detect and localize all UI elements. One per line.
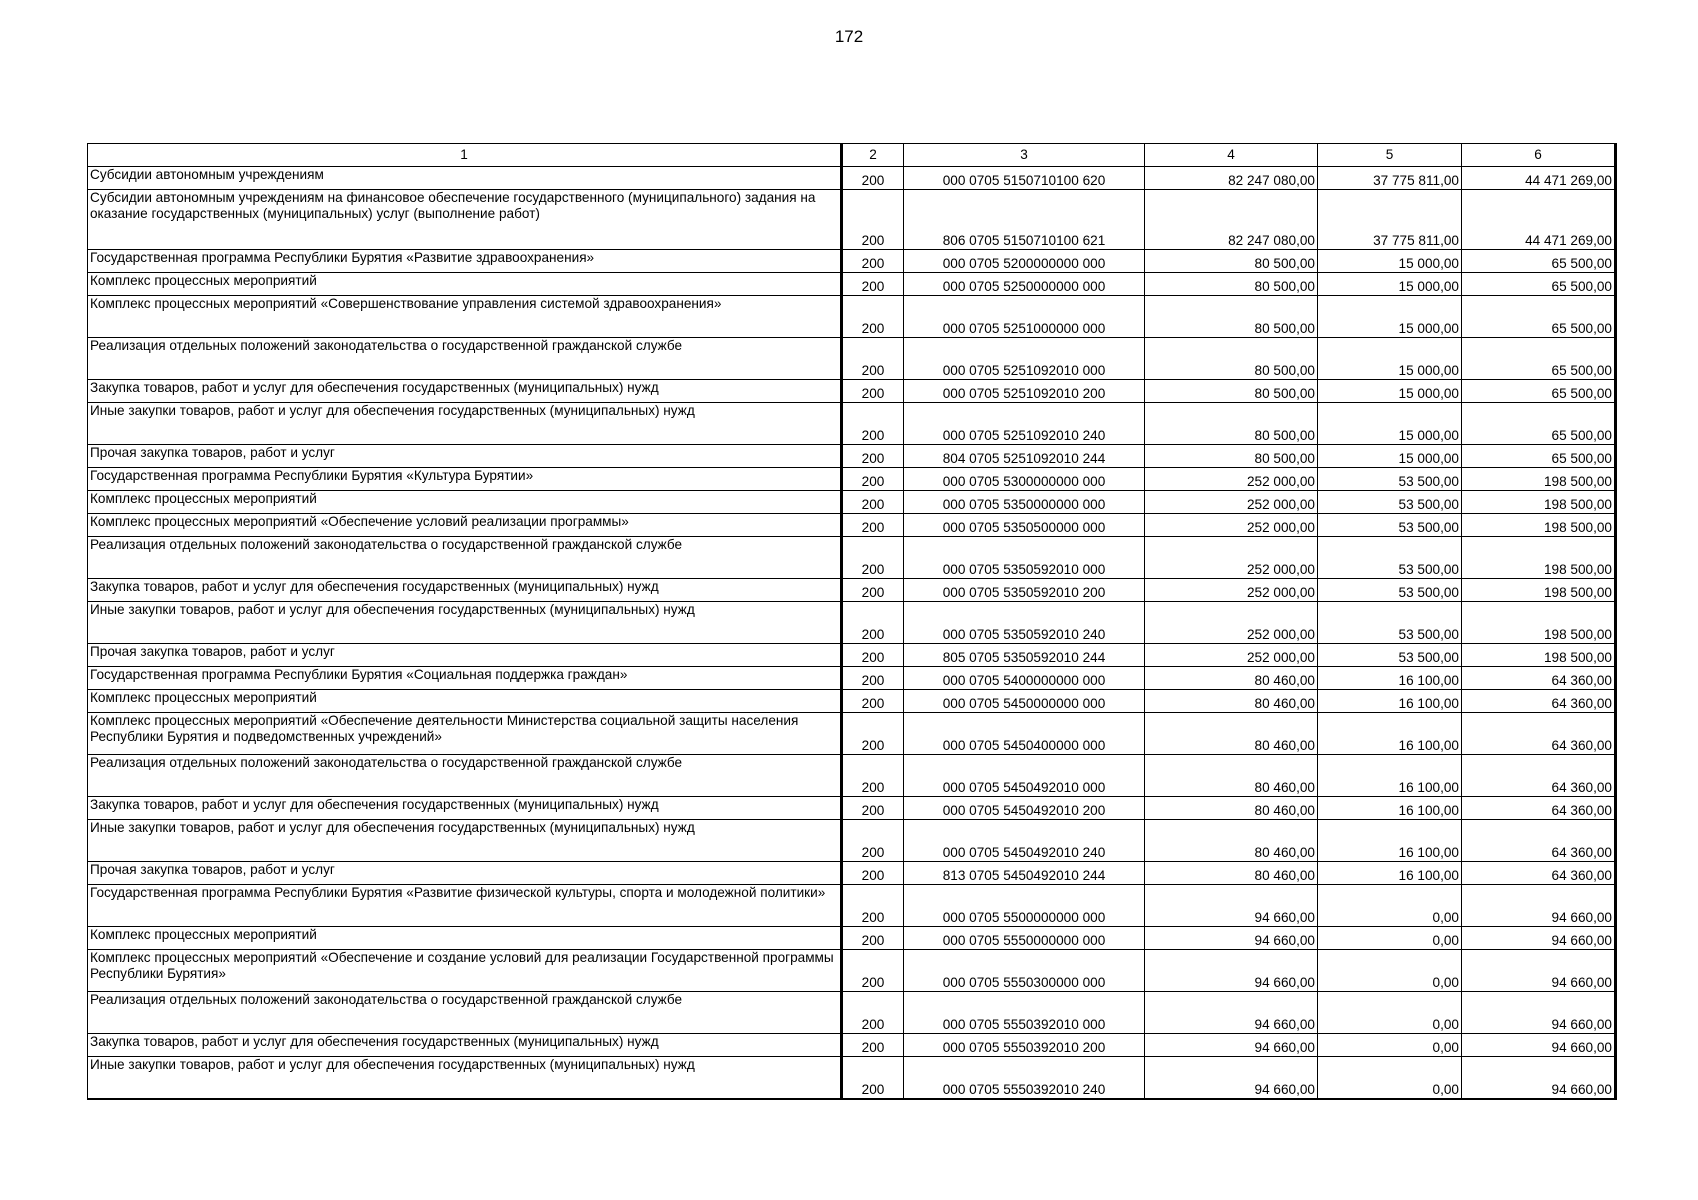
table-row: [88, 602, 1616, 644]
row-col4-cell: 80 460,00: [1145, 690, 1318, 713]
row-col2-cell: 200: [842, 514, 904, 537]
row-code-cell: 000 0705 5550300000 000: [904, 950, 1145, 992]
row-col5-cell: 0,00: [1318, 1057, 1462, 1099]
row-name-cell: Государственная программа Республики Бурятия «Культура Бурятии»: [88, 468, 842, 491]
row-code-cell: 813 0705 5450492010 244: [904, 862, 1145, 885]
row-code-cell: 804 0705 5251092010 244: [904, 445, 1145, 468]
row-col6-cell: 64 360,00: [1462, 667, 1616, 690]
row-col2-cell: 200: [842, 468, 904, 491]
row-name-cell: Иные закупки товаров, работ и услуг для обеспечения государственных (муниципальных) нужд: [88, 602, 842, 644]
row-col4-cell: 80 500,00: [1145, 380, 1318, 403]
budget-table: [87, 143, 1617, 1100]
table-row: [88, 1034, 1616, 1057]
row-col6-cell: 44 471 269,00: [1462, 167, 1616, 190]
row-code-cell: 000 0705 5251000000 000: [904, 296, 1145, 338]
row-col4-cell: 94 660,00: [1145, 885, 1318, 927]
row-col5-cell: 16 100,00: [1318, 820, 1462, 862]
row-code-cell: 000 0705 5150710100 620: [904, 167, 1145, 190]
row-col6-cell: 64 360,00: [1462, 713, 1616, 755]
table-row: [88, 755, 1616, 797]
row-name-cell: Комплекс процессных мероприятий «Обеспечение деятельности Министерства социальной защиты населения Республики Бурятия и подведомственных учреждений»: [88, 713, 842, 755]
row-code-cell: 000 0705 5251092010 200: [904, 380, 1145, 403]
row-name-cell: Прочая закупка товаров, работ и услуг: [88, 445, 842, 468]
page-number: 172: [834, 27, 864, 46]
row-name-cell: Комплекс процессных мероприятий: [88, 690, 842, 713]
row-name-cell: Реализация отдельных положений законодательства о государственной гражданской службе: [88, 992, 842, 1034]
row-code-cell: 000 0705 5250000000 000: [904, 273, 1145, 296]
row-col6-cell: 65 500,00: [1462, 403, 1616, 445]
row-code-cell: 000 0705 5450492010 000: [904, 755, 1145, 797]
row-col4-cell: 94 660,00: [1145, 992, 1318, 1034]
row-code-cell: 000 0705 5550392010 240: [904, 1057, 1145, 1099]
row-col6-cell: 198 500,00: [1462, 644, 1616, 667]
row-name-cell: Прочая закупка товаров, работ и услуг: [88, 862, 842, 885]
column-header-1: 1: [88, 144, 842, 167]
row-col4-cell: 80 500,00: [1145, 273, 1318, 296]
row-code-cell: 000 0705 5550392010 200: [904, 1034, 1145, 1057]
table-row: [88, 927, 1616, 950]
row-name-cell: Иные закупки товаров, работ и услуг для обеспечения государственных (муниципальных) нужд: [88, 403, 842, 445]
table-row: [88, 296, 1616, 338]
row-code-cell: 000 0705 5350500000 000: [904, 514, 1145, 537]
row-code-cell: 000 0705 5350592010 240: [904, 602, 1145, 644]
row-col5-cell: 16 100,00: [1318, 755, 1462, 797]
row-name-cell: Реализация отдельных положений законодательства о государственной гражданской службе: [88, 755, 842, 797]
row-name-cell: Комплекс процессных мероприятий: [88, 273, 842, 296]
row-col4-cell: 80 460,00: [1145, 797, 1318, 820]
row-col2-cell: 200: [842, 167, 904, 190]
row-col6-cell: 65 500,00: [1462, 296, 1616, 338]
row-col6-cell: 94 660,00: [1462, 927, 1616, 950]
row-name-cell: Государственная программа Республики Бурятия «Развитие здравоохранения»: [88, 250, 842, 273]
row-col2-cell: 200: [842, 927, 904, 950]
row-col5-cell: 0,00: [1318, 885, 1462, 927]
row-col2-cell: 200: [842, 190, 904, 250]
row-code-cell: 000 0705 5550000000 000: [904, 927, 1145, 950]
row-col4-cell: 252 000,00: [1145, 514, 1318, 537]
row-col2-cell: 200: [842, 1034, 904, 1057]
row-name-cell: Комплекс процессных мероприятий «Обеспечение условий реализации программы»: [88, 514, 842, 537]
row-code-cell: 000 0705 5251092010 240: [904, 403, 1145, 445]
row-col6-cell: 94 660,00: [1462, 950, 1616, 992]
row-col4-cell: 80 500,00: [1145, 338, 1318, 380]
row-name-cell: Субсидии автономным учреждениям на финансовое обеспечение государственного (муниципального) задания на оказание государственных (муниципальных) услуг (выполнение работ): [88, 190, 842, 250]
row-col6-cell: 198 500,00: [1462, 602, 1616, 644]
row-col5-cell: 15 000,00: [1318, 296, 1462, 338]
row-col5-cell: 15 000,00: [1318, 445, 1462, 468]
row-col4-cell: 80 460,00: [1145, 713, 1318, 755]
table-row: [88, 713, 1616, 755]
table-row: [88, 250, 1616, 273]
row-col4-cell: 94 660,00: [1145, 1057, 1318, 1099]
row-code-cell: 806 0705 5150710100 621: [904, 190, 1145, 250]
row-col5-cell: 53 500,00: [1318, 537, 1462, 579]
row-col4-cell: 80 500,00: [1145, 250, 1318, 273]
row-col2-cell: 200: [842, 667, 904, 690]
row-col2-cell: 200: [842, 950, 904, 992]
row-code-cell: 000 0705 5350592010 200: [904, 579, 1145, 602]
row-col6-cell: 64 360,00: [1462, 755, 1616, 797]
row-col4-cell: 252 000,00: [1145, 644, 1318, 667]
row-col2-cell: 200: [842, 713, 904, 755]
row-name-cell: Реализация отдельных положений законодательства о государственной гражданской службе: [88, 338, 842, 380]
row-col2-cell: 200: [842, 380, 904, 403]
row-col2-cell: 200: [842, 885, 904, 927]
row-col4-cell: 94 660,00: [1145, 950, 1318, 992]
row-name-cell: Государственная программа Республики Бурятия «Социальная поддержка граждан»: [88, 667, 842, 690]
row-code-cell: 000 0705 5400000000 000: [904, 667, 1145, 690]
table-row: [88, 690, 1616, 713]
row-col6-cell: 198 500,00: [1462, 491, 1616, 514]
row-col4-cell: 252 000,00: [1145, 602, 1318, 644]
row-col6-cell: 64 360,00: [1462, 862, 1616, 885]
row-name-cell: Закупка товаров, работ и услуг для обеспечения государственных (муниципальных) нужд: [88, 797, 842, 820]
row-col5-cell: 16 100,00: [1318, 862, 1462, 885]
table-row: [88, 338, 1616, 380]
row-col6-cell: 64 360,00: [1462, 820, 1616, 862]
row-col2-cell: 200: [842, 820, 904, 862]
row-name-cell: Закупка товаров, работ и услуг для обеспечения государственных (муниципальных) нужд: [88, 1034, 842, 1057]
table-row: [88, 445, 1616, 468]
row-code-cell: 000 0705 5450492010 200: [904, 797, 1145, 820]
row-col2-cell: 200: [842, 690, 904, 713]
row-col4-cell: 82 247 080,00: [1145, 167, 1318, 190]
table-row: [88, 667, 1616, 690]
row-col2-cell: 200: [842, 644, 904, 667]
table-row: [88, 1057, 1616, 1099]
table-row: [88, 167, 1616, 190]
row-col5-cell: 53 500,00: [1318, 579, 1462, 602]
budget-table-body: [88, 144, 1616, 1099]
row-name-cell: Реализация отдельных положений законодательства о государственной гражданской службе: [88, 537, 842, 579]
row-col4-cell: 80 460,00: [1145, 820, 1318, 862]
table-row: [88, 190, 1616, 250]
row-col6-cell: 94 660,00: [1462, 1034, 1616, 1057]
row-code-cell: 000 0705 5350592010 000: [904, 537, 1145, 579]
column-header-3: 3: [904, 144, 1145, 167]
row-code-cell: 000 0705 5200000000 000: [904, 250, 1145, 273]
row-col6-cell: 94 660,00: [1462, 885, 1616, 927]
row-col6-cell: 198 500,00: [1462, 579, 1616, 602]
row-col2-cell: 200: [842, 296, 904, 338]
row-name-cell: Государственная программа Республики Бурятия «Развитие физической культуры, спорта и молодежной политики»: [88, 885, 842, 927]
row-col6-cell: 65 500,00: [1462, 380, 1616, 403]
row-col4-cell: 80 500,00: [1145, 445, 1318, 468]
row-name-cell: Субсидии автономным учреждениям: [88, 167, 842, 190]
row-col4-cell: 80 460,00: [1145, 862, 1318, 885]
row-col4-cell: 80 500,00: [1145, 296, 1318, 338]
row-col5-cell: 0,00: [1318, 927, 1462, 950]
row-col6-cell: 198 500,00: [1462, 514, 1616, 537]
row-col4-cell: 252 000,00: [1145, 579, 1318, 602]
table-row: [88, 468, 1616, 491]
row-col6-cell: 94 660,00: [1462, 992, 1616, 1034]
row-col4-cell: 94 660,00: [1145, 927, 1318, 950]
row-col6-cell: 65 500,00: [1462, 250, 1616, 273]
row-name-cell: Закупка товаров, работ и услуг для обеспечения государственных (муниципальных) нужд: [88, 579, 842, 602]
table-row: [88, 885, 1616, 927]
table-row: [88, 273, 1616, 296]
row-name-cell: Иные закупки товаров, работ и услуг для обеспечения государственных (муниципальных) нужд: [88, 1057, 842, 1099]
row-col5-cell: 16 100,00: [1318, 690, 1462, 713]
row-col6-cell: 64 360,00: [1462, 690, 1616, 713]
row-col5-cell: 0,00: [1318, 950, 1462, 992]
row-col2-cell: 200: [842, 602, 904, 644]
row-code-cell: 000 0705 5500000000 000: [904, 885, 1145, 927]
row-code-cell: 000 0705 5550392010 000: [904, 992, 1145, 1034]
row-col5-cell: 0,00: [1318, 992, 1462, 1034]
row-col4-cell: 80 460,00: [1145, 755, 1318, 797]
row-col2-cell: 200: [842, 537, 904, 579]
row-col5-cell: 53 500,00: [1318, 491, 1462, 514]
row-col5-cell: 16 100,00: [1318, 797, 1462, 820]
column-header-6: 6: [1462, 144, 1616, 167]
row-col2-cell: 200: [842, 403, 904, 445]
row-col2-cell: 200: [842, 445, 904, 468]
row-col5-cell: 15 000,00: [1318, 380, 1462, 403]
row-col4-cell: 252 000,00: [1145, 537, 1318, 579]
row-col2-cell: 200: [842, 1057, 904, 1099]
row-col2-cell: 200: [842, 797, 904, 820]
row-col5-cell: 37 775 811,00: [1318, 190, 1462, 250]
row-col2-cell: 200: [842, 862, 904, 885]
row-name-cell: Комплекс процессных мероприятий «Совершенствование управления системой здравоохранения»: [88, 296, 842, 338]
row-code-cell: 000 0705 5350000000 000: [904, 491, 1145, 514]
row-col5-cell: 53 500,00: [1318, 468, 1462, 491]
table-row: [88, 491, 1616, 514]
column-header-5: 5: [1318, 144, 1462, 167]
row-col5-cell: 15 000,00: [1318, 273, 1462, 296]
row-col5-cell: 16 100,00: [1318, 667, 1462, 690]
row-code-cell: 000 0705 5300000000 000: [904, 468, 1145, 491]
table-row: [88, 644, 1616, 667]
table-row: [88, 820, 1616, 862]
row-col2-cell: 200: [842, 992, 904, 1034]
table-row: [88, 992, 1616, 1034]
row-col4-cell: 252 000,00: [1145, 491, 1318, 514]
row-col4-cell: 82 247 080,00: [1145, 190, 1318, 250]
row-col2-cell: 200: [842, 755, 904, 797]
row-col5-cell: 53 500,00: [1318, 644, 1462, 667]
row-col2-cell: 200: [842, 273, 904, 296]
table-row: [88, 862, 1616, 885]
table-row: [88, 514, 1616, 537]
row-col6-cell: 64 360,00: [1462, 797, 1616, 820]
row-code-cell: 000 0705 5450400000 000: [904, 713, 1145, 755]
row-name-cell: Закупка товаров, работ и услуг для обеспечения государственных (муниципальных) нужд: [88, 380, 842, 403]
row-col6-cell: 65 500,00: [1462, 273, 1616, 296]
table-row: [88, 950, 1616, 992]
row-col5-cell: 15 000,00: [1318, 338, 1462, 380]
row-col6-cell: 65 500,00: [1462, 445, 1616, 468]
row-col5-cell: 37 775 811,00: [1318, 167, 1462, 190]
row-col6-cell: 198 500,00: [1462, 537, 1616, 579]
row-col5-cell: 15 000,00: [1318, 250, 1462, 273]
row-col2-cell: 200: [842, 579, 904, 602]
row-col4-cell: 252 000,00: [1145, 468, 1318, 491]
table-row: [88, 403, 1616, 445]
row-col4-cell: 80 460,00: [1145, 667, 1318, 690]
row-name-cell: Комплекс процессных мероприятий: [88, 927, 842, 950]
row-code-cell: 805 0705 5350592010 244: [904, 644, 1145, 667]
row-col5-cell: 15 000,00: [1318, 403, 1462, 445]
row-col5-cell: 0,00: [1318, 1034, 1462, 1057]
row-name-cell: Комплекс процессных мероприятий «Обеспечение и создание условий для реализации Государственной программы Республики Бурятия»: [88, 950, 842, 992]
row-name-cell: Иные закупки товаров, работ и услуг для обеспечения государственных (муниципальных) нужд: [88, 820, 842, 862]
row-col2-cell: 200: [842, 491, 904, 514]
table-row: [88, 579, 1616, 602]
row-col5-cell: 53 500,00: [1318, 514, 1462, 537]
row-code-cell: 000 0705 5251092010 000: [904, 338, 1145, 380]
table-row: [88, 537, 1616, 579]
row-col2-cell: 200: [842, 250, 904, 273]
row-code-cell: 000 0705 5450492010 240: [904, 820, 1145, 862]
row-col4-cell: 80 500,00: [1145, 403, 1318, 445]
row-col6-cell: 94 660,00: [1462, 1057, 1616, 1099]
column-header-4: 4: [1145, 144, 1318, 167]
table-row: [88, 797, 1616, 820]
row-name-cell: Комплекс процессных мероприятий: [88, 491, 842, 514]
row-col6-cell: 44 471 269,00: [1462, 190, 1616, 250]
row-name-cell: Прочая закупка товаров, работ и услуг: [88, 644, 842, 667]
row-col6-cell: 198 500,00: [1462, 468, 1616, 491]
row-col2-cell: 200: [842, 338, 904, 380]
row-col4-cell: 94 660,00: [1145, 1034, 1318, 1057]
row-col5-cell: 53 500,00: [1318, 602, 1462, 644]
table-row: [88, 380, 1616, 403]
column-header-2: 2: [842, 144, 904, 167]
row-col5-cell: 16 100,00: [1318, 713, 1462, 755]
table-header-row: [88, 144, 1616, 167]
row-code-cell: 000 0705 5450000000 000: [904, 690, 1145, 713]
row-col6-cell: 65 500,00: [1462, 338, 1616, 380]
